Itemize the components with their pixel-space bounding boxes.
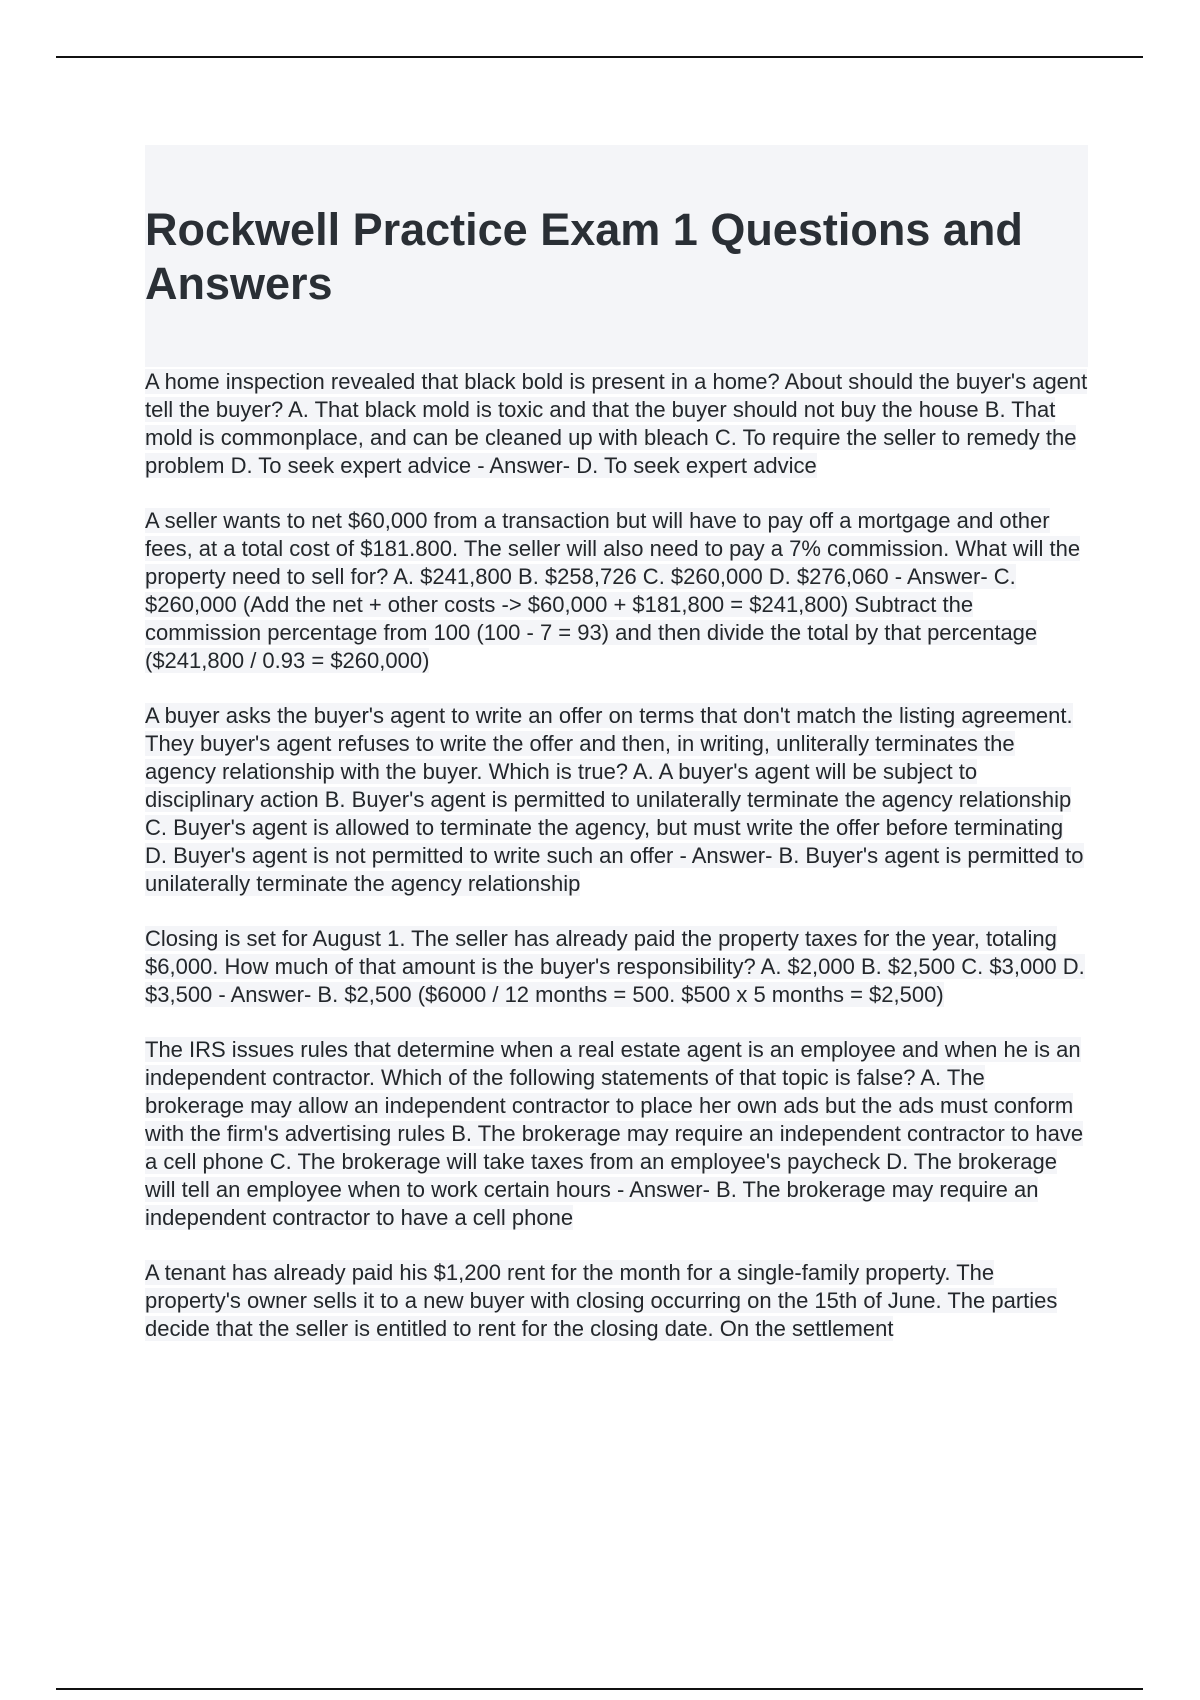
qa-item [145, 1259, 1088, 1343]
qa-list [145, 368, 1088, 1370]
qa-text: The IRS issues rules that determine when a real estate agent is an employee and when he is an independent contractor. Which of the following statements of that topic is false? A. The brokerage may allow an independent contractor to place her own ads but the ads must conform with the firm's advertising rules B. The brokerage may require an independent contractor to have a cell phone C. The brokerage will take taxes from an employee's paycheck D. The brokerage will tell an employee when to work certain hours - Answer- B. The brokerage may require an independent contractor to have a cell phone [145, 1037, 1084, 1230]
qa-text: A home inspection revealed that black bold is present in a home? About should the buyer's agent tell the buyer? A. That black mold is toxic and that the buyer should not buy the house B. That mold is commonplace, and can be cleaned up with bleach C. To require the seller to remedy the problem D. To seek expert advice - Answer- D. To seek expert advice [145, 369, 1088, 478]
qa-text: A buyer asks the buyer's agent to write an offer on terms that don't match the listing agreement. They buyer's agent refuses to write the offer and then, in writing, unliterally terminates the agency relationship with the buyer. Which is true? A. A buyer's agent will be subject to disciplinary action B. Buyer's agent is permitted to unilaterally terminate the agency relationship C. Buyer's agent is allowed to terminate the agency, but must write the offer before terminating D. Buyer's agent is not permitted to write such an offer - Answer- B. Buyer's agent is permitted to unilaterally terminate the agency relationship [145, 703, 1084, 896]
qa-text: A seller wants to net $60,000 from a transaction but will have to pay off a mortgage and other fees, at a total cost of $181.800. The seller will also need to pay a 7% commission. What will the property need to sell for? A. $241,800 B. $258,726 C. $260,000 D. $276,060 - Answer- C. $260,000 (Add the net + other costs -> $60,000 + $181,800 = $241,800) Subtract the commission percentage from 100 (100 - 7 = 93) and then divide the total by that percentage ($241,800 / 0.93 = $260,000) [145, 508, 1081, 673]
top-rule [56, 56, 1143, 58]
qa-text: Closing is set for August 1. The seller has already paid the property taxes for the year, totaling $6,000. How much of that amount is the buyer's responsibility? A. $2,000 B. $2,500 C. $3,000 D. $3,500 - Answer- B. $2,500 ($6000 / 12 months = 500. $500 x 5 months = $2,500) [145, 926, 1085, 1007]
qa-text: A tenant has already paid his $1,200 rent for the month for a single-family property. The property's owner sells it to a new buyer with closing occurring on the 15th of June. The parties decide that the seller is entitled to rent for the closing date. On the settlement [145, 1260, 1058, 1341]
qa-item [145, 368, 1088, 480]
qa-item [145, 507, 1088, 675]
qa-item [145, 1036, 1088, 1232]
title-band [145, 145, 1088, 367]
bottom-rule [56, 1688, 1143, 1690]
qa-item [145, 925, 1088, 1009]
qa-item [145, 702, 1088, 898]
document-title: Rockwell Practice Exam 1 Questions and Answers [145, 204, 1023, 309]
